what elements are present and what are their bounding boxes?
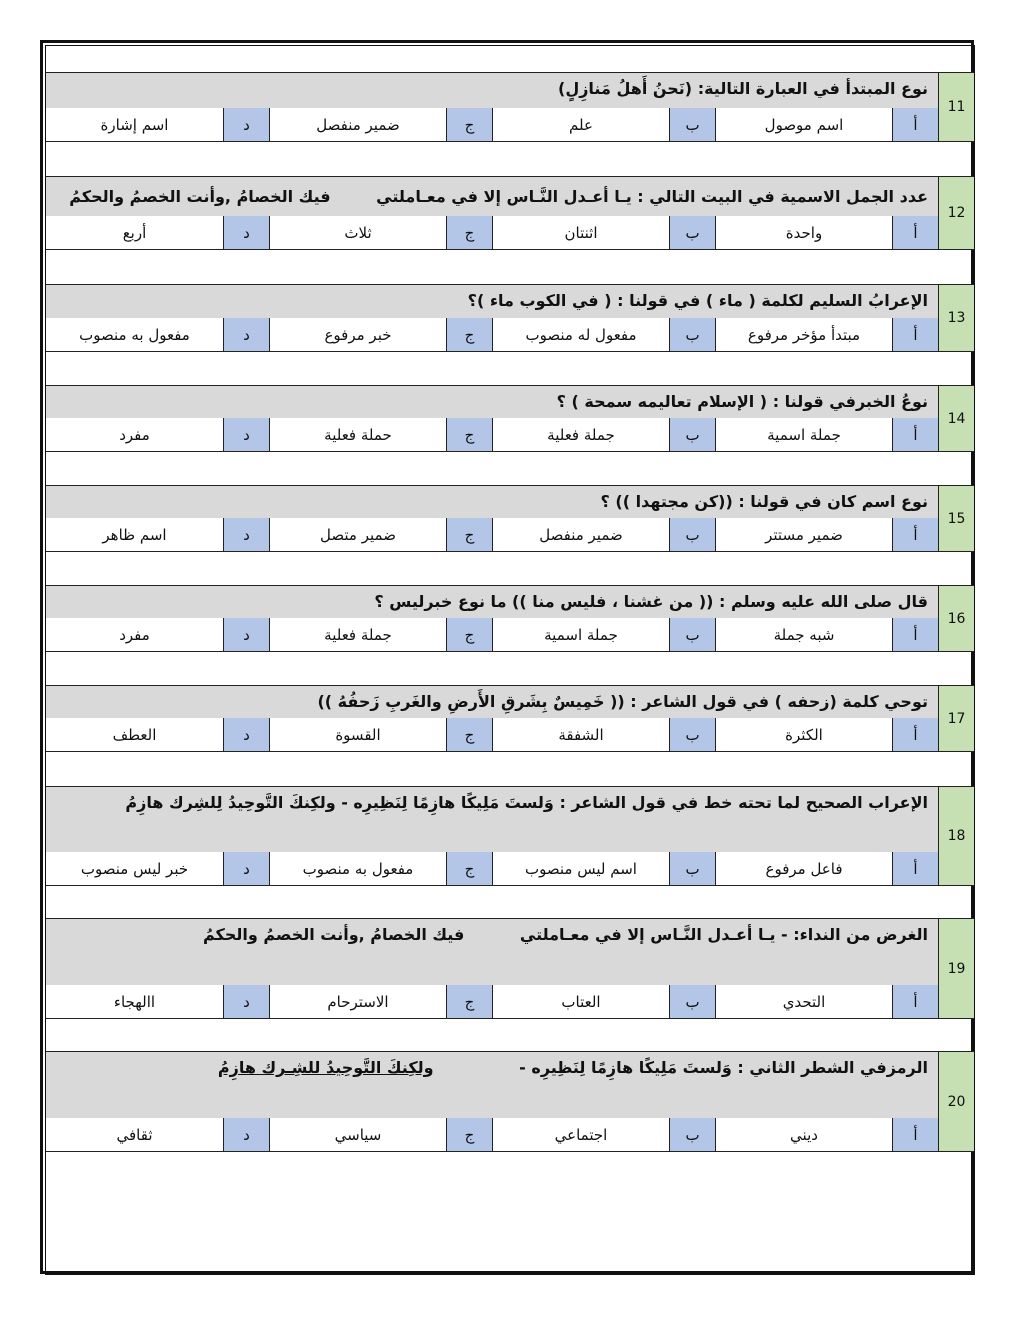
option-letter: ب (669, 618, 715, 651)
option-text[interactable]: ثقافي (46, 1118, 223, 1151)
stem-text-second: فيك الخصامُ ,وأنت الخصمُ والحكمُ (69, 187, 331, 206)
option-text[interactable]: خبر ليس منصوب (46, 852, 223, 885)
question-11 (46, 72, 974, 142)
option-letter: ب (669, 1118, 715, 1151)
option-letter: د (223, 618, 269, 651)
question-17 (46, 685, 974, 752)
option-text[interactable]: حملة فعلية (269, 418, 446, 451)
option-letter: أ (892, 216, 938, 249)
option-letter: ب (669, 985, 715, 1018)
option-text[interactable]: مفعول له منصوب (492, 318, 669, 351)
question-20 (46, 1051, 974, 1152)
question-stem (46, 1052, 938, 1120)
option-text[interactable]: الكثرة (715, 718, 892, 751)
question-number: 12 (938, 177, 974, 249)
question-15 (46, 485, 974, 552)
option-text[interactable]: اثنتان (492, 216, 669, 249)
option-text[interactable]: ضمير متصل (269, 518, 446, 551)
option-text[interactable]: الشفقة (492, 718, 669, 751)
option-letter: د (223, 318, 269, 351)
option-letter: ب (669, 418, 715, 451)
options-row (46, 718, 938, 751)
option-text[interactable]: خبر مرفوع (269, 318, 446, 351)
option-letter: د (223, 985, 269, 1018)
option-text[interactable]: جملة فعلية (269, 618, 446, 651)
option-text[interactable]: القسوة (269, 718, 446, 751)
option-letter: د (223, 108, 269, 141)
stem-text: الغرض من النداء: - يـا أعـدل النَّـاس إلا في معـاملتي (519, 925, 928, 944)
option-text[interactable]: علم (492, 108, 669, 141)
option-letter: د (223, 1118, 269, 1151)
options-row (46, 852, 938, 885)
option-letter: أ (892, 318, 938, 351)
stem-text: نوعُ الخبرفي قولنا : ( الإسلام تعاليمه سمحة ) ؟ (556, 392, 928, 411)
option-letter: ج (446, 618, 492, 651)
option-text[interactable]: مبتدأ مؤخر مرفوع (715, 318, 892, 351)
option-text[interactable]: مفعول به منصوب (46, 318, 223, 351)
options-row (46, 318, 938, 351)
option-text[interactable]: اسم ظاهر (46, 518, 223, 551)
stem-text: الإعرابُ السليم لكلمة ( ماء ) في قولنا : ( في الكوب ماء )؟ (467, 291, 928, 310)
question-stem (46, 919, 938, 987)
question-number: 13 (938, 285, 974, 351)
option-letter: د (223, 718, 269, 751)
options-row (46, 418, 938, 451)
question-number: 18 (938, 787, 974, 885)
option-text[interactable]: ضمير منفصل (269, 108, 446, 141)
option-text[interactable]: العطف (46, 718, 223, 751)
stem-text-second: فيك الخصامُ ,وأنت الخصمُ والحكمُ (202, 925, 465, 944)
question-stem (46, 586, 938, 620)
option-letter: د (223, 852, 269, 885)
option-text[interactable]: مفعول به منصوب (269, 852, 446, 885)
stem-text: توحي كلمة (زحفه ) في قول الشاعر : (( خَمِيسٌ بِشَرقِ الأَرضِ والغَربِ زَحفُهُ )) (317, 692, 928, 711)
option-letter: أ (892, 1118, 938, 1151)
option-text[interactable]: جملة اسمية (492, 618, 669, 651)
option-letter: د (223, 418, 269, 451)
options-row (46, 1118, 938, 1151)
options-row (46, 518, 938, 551)
stem-text: قال صلى الله عليه وسلم : (( من غشنا ، فليس منا )) ما نوع خبرليس ؟ (374, 592, 928, 611)
question-stem (46, 73, 938, 110)
options-row (46, 985, 938, 1018)
option-letter: ب (669, 108, 715, 141)
question-stem (46, 177, 938, 218)
option-letter: ج (446, 318, 492, 351)
option-text[interactable]: ثلاث (269, 216, 446, 249)
option-letter: ج (446, 852, 492, 885)
question-14 (46, 385, 974, 452)
option-text[interactable]: اسم إشارة (46, 108, 223, 141)
stem-text-second: ولكِنكَ التَّوحِيدُ للشِـرك هازِمُ (217, 1058, 434, 1077)
question-stem (46, 787, 938, 854)
stem-text: نوع اسم كان في قولنا : ((كن مجتهدا )) ؟ (600, 492, 928, 511)
option-text[interactable]: العتاب (492, 985, 669, 1018)
option-text[interactable]: اجتماعي (492, 1118, 669, 1151)
option-text[interactable]: اسم موصول (715, 108, 892, 141)
option-letter: أ (892, 852, 938, 885)
option-text[interactable]: شبه جملة (715, 618, 892, 651)
question-stem (46, 386, 938, 420)
option-letter: ب (669, 216, 715, 249)
question-18 (46, 786, 974, 886)
question-stem (46, 686, 938, 720)
option-text[interactable]: جملة فعلية (492, 418, 669, 451)
option-letter: ج (446, 985, 492, 1018)
option-text[interactable]: ديني (715, 1118, 892, 1151)
option-letter: ب (669, 318, 715, 351)
options-row (46, 216, 938, 249)
options-row (46, 618, 938, 651)
option-text[interactable]: أربع (46, 216, 223, 249)
question-number: 20 (938, 1052, 974, 1151)
question-13 (46, 284, 974, 352)
option-letter: ب (669, 518, 715, 551)
option-text[interactable]: التحدي (715, 985, 892, 1018)
stem-text: الإعراب الصحيح لما تحته خط في قول الشاعر : وَلستَ مَلِيكًا هازِمًا لِنَظِيرِه - ولكِنكَ التَّوحِيدُ لِلشِرك هازِمُ (125, 793, 928, 812)
option-text[interactable]: مفرد (46, 618, 223, 651)
question-number: 15 (938, 486, 974, 551)
question-19 (46, 918, 974, 1019)
question-12 (46, 176, 974, 250)
stem-text: عدد الجمل الاسمية في البيت التالي : يـا أعـدل النَّـاس إلا في معـاملتي (376, 187, 928, 206)
option-letter: د (223, 216, 269, 249)
option-letter: أ (892, 718, 938, 751)
question-number: 17 (938, 686, 974, 751)
question-number: 14 (938, 386, 974, 451)
option-text[interactable]: ضمير مستتر (715, 518, 892, 551)
option-letter: ج (446, 1118, 492, 1151)
option-letter: ب (669, 718, 715, 751)
option-text[interactable]: واحدة (715, 216, 892, 249)
options-row (46, 108, 938, 141)
option-letter: أ (892, 985, 938, 1018)
question-number: 11 (938, 73, 974, 141)
option-letter: أ (892, 518, 938, 551)
option-letter: ج (446, 518, 492, 551)
option-letter: أ (892, 108, 938, 141)
option-text[interactable]: فاعل مرفوع (715, 852, 892, 885)
option-letter: أ (892, 418, 938, 451)
option-text[interactable]: الاسترحام (269, 985, 446, 1018)
option-letter: ج (446, 718, 492, 751)
stem-text: الرمزفي الشطر الثاني : وَلستَ مَلِيكًا هازِمًا لِنَظِيرِه - (519, 1058, 928, 1077)
option-text[interactable]: مفرد (46, 418, 223, 451)
question-16 (46, 585, 974, 652)
option-text[interactable]: االهجاء (46, 985, 223, 1018)
question-number: 19 (938, 919, 974, 1018)
question-number: 16 (938, 586, 974, 651)
option-letter: ج (446, 108, 492, 141)
option-text[interactable]: ضمير منفصل (492, 518, 669, 551)
option-letter: ج (446, 418, 492, 451)
option-letter: ج (446, 216, 492, 249)
option-letter: أ (892, 618, 938, 651)
stem-text: نوع المبتدأ في العبارة التالية: (نَحنُ أَهلُ مَنازِلٍ) (558, 79, 928, 98)
option-letter: د (223, 518, 269, 551)
question-stem (46, 486, 938, 520)
question-stem (46, 285, 938, 320)
option-text[interactable]: سياسي (269, 1118, 446, 1151)
option-letter: ب (669, 852, 715, 885)
option-text[interactable]: جملة اسمية (715, 418, 892, 451)
option-text[interactable]: اسم ليس منصوب (492, 852, 669, 885)
